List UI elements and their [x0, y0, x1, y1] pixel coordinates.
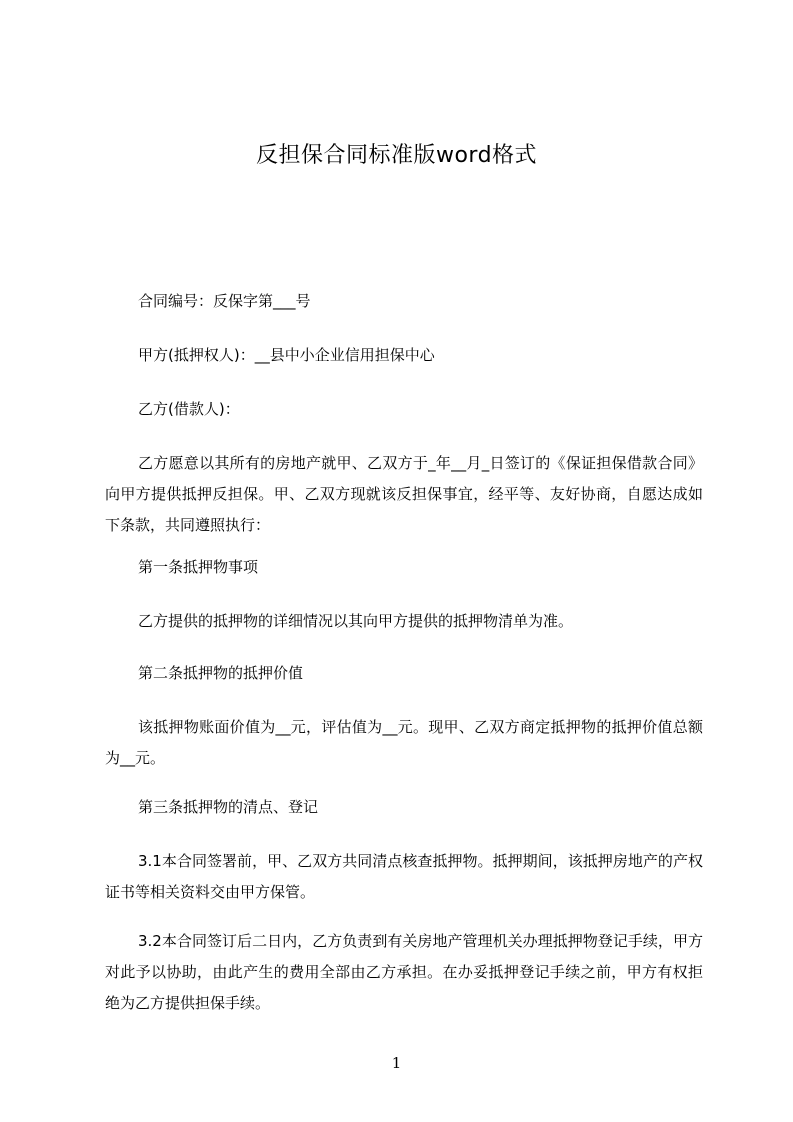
clause-3-2: 3.2本合同签订后二日内，乙方负责到有关房地产管理机关办理抵押物登记手续，甲方对此予以协助，由此产生的费用全部由乙方承担。在办妥抵押登记手续之前，甲方有权拒绝为乙方提供担保手续。 [105, 932, 703, 1012]
document-title: 反担保合同标准版word格式 [255, 143, 538, 168]
article-2-body: 该抵押物账面价值为__元，评估值为__元。现甲、乙双方商定抵押物的抵押价值总额为__元。 [105, 718, 703, 767]
clause-3-1: 3.1本合同签署前，甲、乙双方共同清点核查抵押物。抵押期间，该抵押房地产的产权证书等相关资料交由甲方保管。 [105, 852, 703, 901]
page-number: 1 [391, 1054, 402, 1072]
party-b: 乙方(借款人)： [138, 400, 240, 418]
article-3-heading: 第三条抵押物的清点、登记 [138, 798, 319, 816]
article-1-heading: 第一条抵押物事项 [138, 558, 259, 576]
article-2-heading: 第二条抵押物的抵押价值 [138, 664, 304, 682]
article-1-body: 乙方提供的抵押物的详细情况以其向甲方提供的抵押物清单为准。 [138, 612, 574, 630]
preamble-paragraph: 乙方愿意以其所有的房地产就甲、乙双方于_年__月_日签订的《保证担保借款合同》向甲方提供抵押反担保。甲、乙双方现就该反担保事宜，经平等、友好协商，自愿达成如下条款，共同遵照执行： [105, 454, 703, 534]
party-a: 甲方(抵押权人)：__县中小企业信用担保中心 [138, 346, 435, 364]
contract-number: 合同编号：反保字第___号 [138, 292, 311, 310]
